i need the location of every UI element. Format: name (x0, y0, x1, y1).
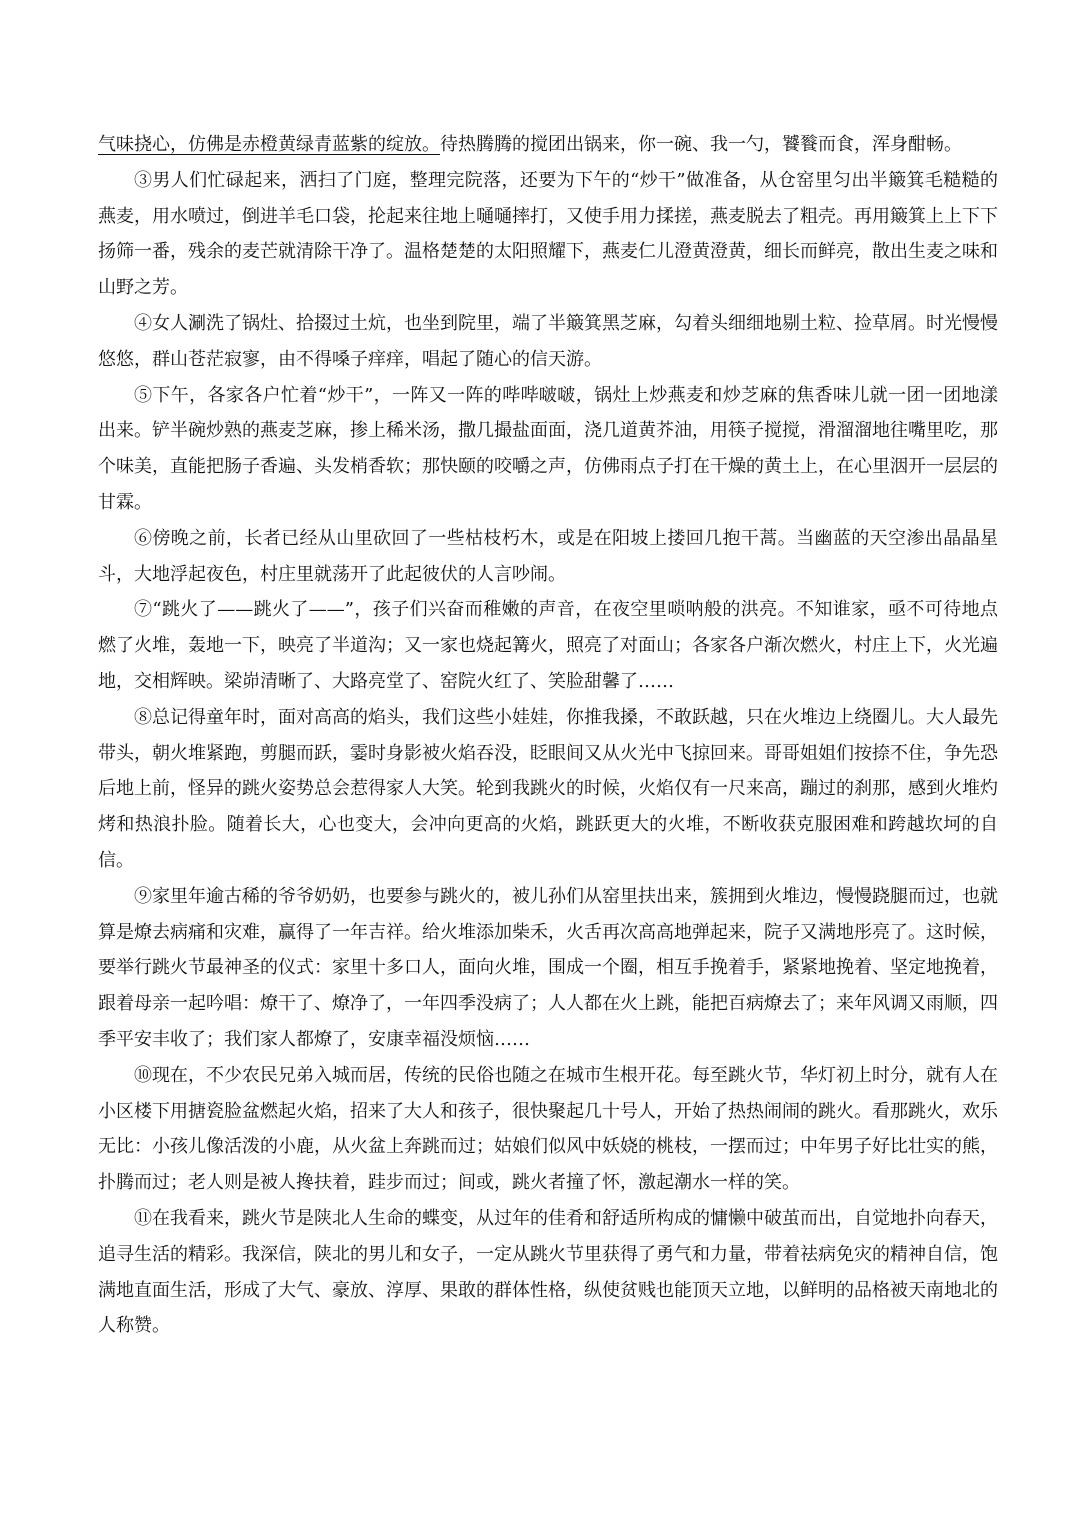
underlined-sentence: 气味挠心，仿佛是赤橙黄绿青蓝紫的绽放。 (98, 134, 440, 155)
paragraph-9: ⑨家里年逾古稀的爷爷奶奶，也要参与跳火的，被儿孙们从窑里扶出来，簇拥到火堆边，慢慢跷腿而过，也就算是燎去病痛和灾难，赢得了一年吉祥。给火堆添加柴禾，火舌再次高高地弹起来，院子又满地彤亮了。这时候，要举行跳火节最神圣的仪式：家里十多口人，面向火堆，围成一个圈，相互手挽着手，紧紧地挽着、坚定地挽着，跟着母亲一起吟唱：燎干了、燎净了，一年四季没病了；人人都在火上跳，能把百病燎去了；来年风调又雨顺，四季平安丰收了；我们家人都燎了，安康幸福没烦恼…… (98, 885, 998, 1050)
paragraph-4: ④女人涮洗了锅灶、拾掇过土炕，也坐到院里，端了半簸箕黑芝麻，勾着头细细地剔土粒、捡草屑。时光慢慢悠悠，群山苍茫寂寥，由不得嗓子痒痒，唱起了随心的信天游。 (98, 312, 998, 370)
paragraph-11: ⑪在我看来，跳火节是陕北人生命的蝶变，从过年的佳肴和舒适所构成的慵懒中破茧而出，自觉地扑向春天，追寻生活的精彩。我深信，陕北的男儿和女子，一定从跳火节里获得了勇气和力量，带着祛病免灾的精神自信，饱满地直面生活，形成了大气、豪放、淳厚、果敢的群体性格，纵使贫贱也能顶天立地，以鲜明的品格被天南地北的人称赞。 (98, 1207, 998, 1337)
paragraph-text: 待热腾腾的搅团出锅来，你一碗、我一勺，饕餮而食，浑身酣畅。 (440, 134, 962, 155)
document-page (98, 127, 998, 1344)
paragraph-3: ③男人们忙碌起来，洒扫了门庭，整理完院落，还要为下午的“炒干”做准备，从仓窑里匀出半簸箕毛糙糙的燕麦，用水喷过，倒进羊毛口袋，抡起来往地上嗵嗵摔打，又使手用力揉搓，燕麦脱去了粗壳。再用簸箕上上下下扬筛一番，残余的麦芒就清除干净了。温格楚楚的太阳照耀下，燕麦仁儿澄黄澄黄，细长而鲜亮，散出生麦之味和山野之芳。 (98, 169, 998, 299)
paragraph-7: ⑦“跳火了——跳火了——”，孩子们兴奋而稚嫩的声音，在夜空里唢呐般的洪亮。不知谁家，亟不可待地点燃了火堆，轰地一下，映亮了半道沟；又一家也烧起篝火，照亮了对面山；各家各户渐次燃火，村庄上下，火光遍地，交相辉映。梁峁清晰了、大路亮堂了、窑院火红了、笑脸甜馨了…… (98, 599, 998, 692)
paragraph-6: ⑥傍晚之前，长者已经从山里砍回了一些枯枝朽木，或是在阳坡上搂回几抱干蒿。当幽蓝的天空渗出晶晶星斗，大地浮起夜色，村庄里就荡开了此起彼伏的人言吵闹。 (98, 527, 998, 585)
paragraph-10: ⑩现在，不少农民兄弟入城而居，传统的民俗也随之在城市生根开花。每至跳火节，华灯初上时分，就有人在小区楼下用搪瓷脸盆燃起火焰，招来了大人和孩子，很快聚起几十号人，开始了热热闹闹的跳火。看那跳火，欢乐无比：小孩儿像活泼的小鹿，从火盆上奔跳而过；姑娘们似风中妖娆的桃枝，一摆而过；中年男子好比壮实的熊，扑腾而过；老人则是被人搀扶着，跬步而过；间或，跳火者撞了怀，激起潮水一样的笑。 (98, 1064, 998, 1194)
paragraph-5: ⑤下午，各家各户忙着“炒干”，一阵又一阵的哔哔啵啵，锅灶上炒燕麦和炒芝麻的焦香味儿就一团一团地漾出来。铲半碗炒熟的燕麦芝麻，掺上稀米汤，撒几撮盐面面，浇几道黄芥油，用筷子搅搅，滑溜溜地往嘴里吃，那个味美，直能把肠子香遍、头发梢香软；那快颐的咬嚼之声，仿佛雨点子打在干燥的黄土上，在心里洇开一层层的甘霖。 (98, 384, 998, 513)
paragraph-8: ⑧总记得童年时，面对高高的焰头，我们这些小娃娃，你推我搡，不敢跃越，只在火堆边上绕圈儿。大人最先带头，朝火堆紧跑，剪腿而跃，霎时身影被火焰吞没，眨眼间又从火光中飞掠回来。哥哥姐姐们按捺不住，争先恐后地上前，怪异的跳火姿势总会惹得家人大笑。轮到我跳火的时候，火焰仅有一尺来高，蹦过的刹那，感到火堆灼烤和热浪扑脸。随着长大，心也变大，会冲向更高的火焰，跳跃更大的火堆，不断收获克服困难和跨越坎坷的自信。 (98, 706, 998, 871)
paragraph-continuation (98, 127, 998, 163)
